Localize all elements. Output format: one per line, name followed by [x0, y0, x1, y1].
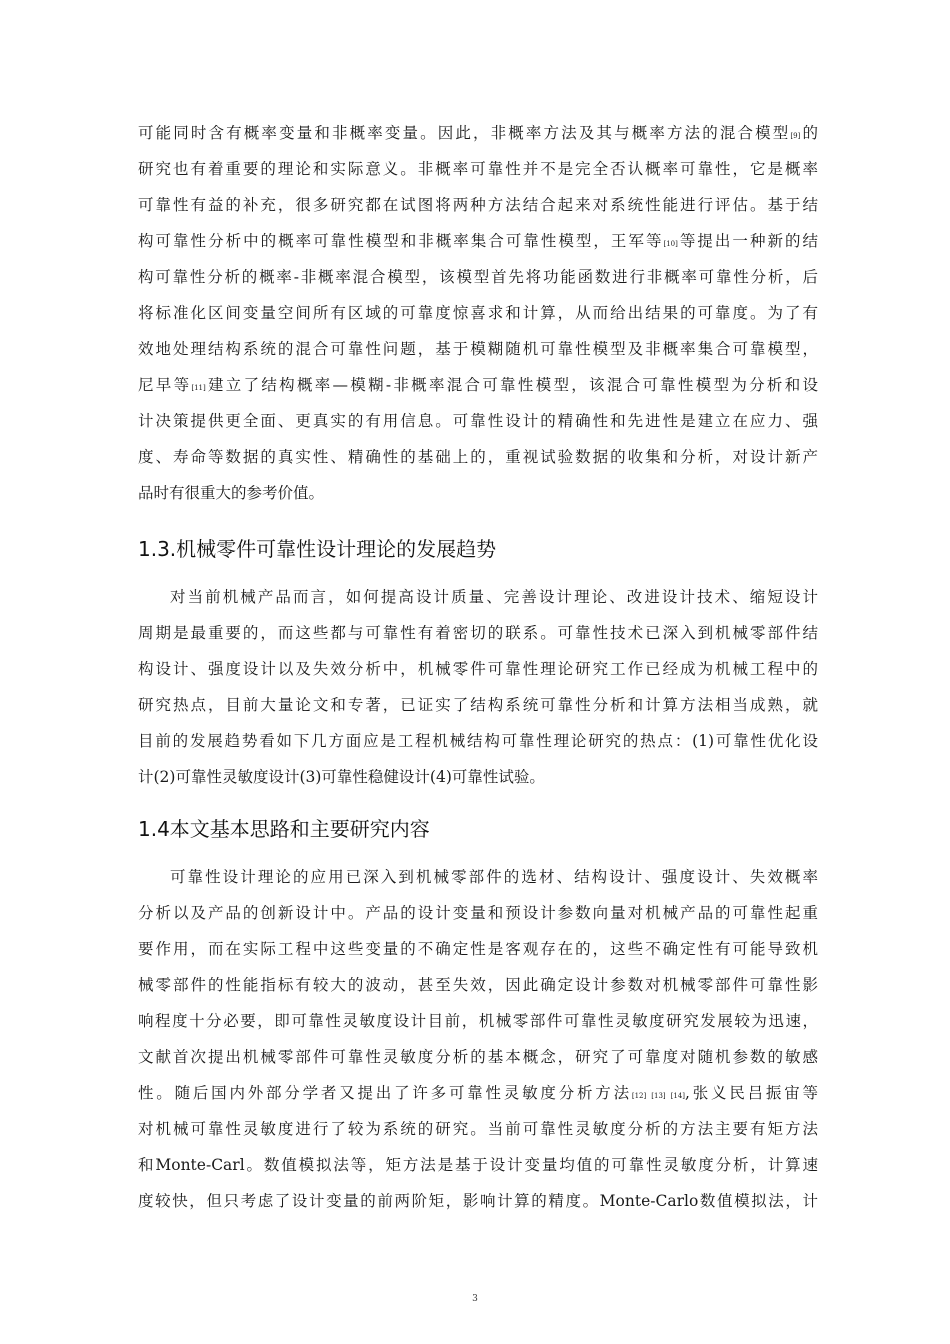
text-line: 研究也有着重要的理论和实际意义。非概率可靠性并不是完全否认概率可靠性，它是概率 — [138, 160, 818, 178]
text-line: 计决策提供更全面、更真实的有用信息。可靠性设计的精确性和先进性是建立在应力、强 — [138, 412, 818, 430]
section-heading: 1.3.机械零件可靠性设计理论的发展趋势 — [138, 537, 497, 561]
text-line: 可靠性有益的补充，很多研究都在试图将两种方法结合起来对系统性能进行评估。基于结 — [138, 196, 818, 214]
text-line: 对机械可靠性灵敏度进行了较为系统的研究。当前可靠性灵敏度分析的方法主要有矩方法 — [138, 1120, 818, 1138]
text-line: 品时有很重大的参考价值。 — [138, 484, 325, 502]
text-line: 可靠性设计理论的应用已深入到机械零部件的选材、结构设计、强度设计、失效概率 — [170, 868, 818, 886]
text-line: 构可靠性分析中的概率可靠性模型和非概率集合可靠性模型，王军等[10]等提出一种新的结 — [138, 232, 818, 250]
text-line: 对当前机械产品而言，如何提高设计质量、完善设计理论、改进设计技术、缩短设计 — [170, 588, 818, 606]
text-line: 构设计、强度设计以及失效分析中，机械零件可靠性理论研究工作已经成为机械工程中的 — [138, 660, 818, 678]
text-line: 效地处理结构系统的混合可靠性问题，基于模糊随机可靠性模型及非概率集合可靠模型， — [138, 340, 818, 358]
text-line: 周期是最重要的，而这些都与可靠性有着密切的联系。可靠性技术已深入到机械零部件结 — [138, 624, 818, 642]
text-line: 度较快，但只考虑了设计变量的前两阶矩，影响计算的精度。Monte-Carlo数值模拟法，计 — [138, 1192, 818, 1210]
text-line: 研究热点，目前大量论文和专著，已证实了结构系统可靠性分析和计算方法相当成熟，就 — [138, 696, 818, 714]
section-heading: 1.4本文基本思路和主要研究内容 — [138, 817, 430, 841]
text-line: 和Monte-Carl。数值模拟法等，矩方法是基于设计变量均值的可靠性灵敏度分析，计算速 — [138, 1156, 818, 1174]
text-line: 性。随后国内外部分学者又提出了许多可靠性灵敏度分析方法[12] [13] [14],张义民吕振宙等 — [138, 1084, 818, 1102]
text-line: 计(2)可靠性灵敏度设计(3)可靠性稳健设计(4)可靠性试验。 — [138, 768, 545, 786]
text-line: 构可靠性分析的概率-非概率混合模型，该模型首先将功能函数进行非概率可靠性分析，后 — [138, 268, 818, 286]
text-line: 要作用，而在实际工程中这些变量的不确定性是客观存在的，这些不确定性有可能导致机 — [138, 940, 818, 958]
citation-ref[interactable]: [9] — [790, 132, 801, 140]
text-line: 分析以及产品的创新设计中。产品的设计变量和预设计参数向量对机械产品的可靠性起重 — [138, 904, 818, 922]
text-line: 械零部件的性能指标有较大的波动，甚至失效，因此确定设计参数对机械零部件可靠性影 — [138, 976, 818, 994]
citation-ref[interactable]: [11] — [191, 384, 206, 392]
text-line: 文献首次提出机械零部件可靠性灵敏度分析的基本概念，研究了可靠度对随机参数的敏感 — [138, 1048, 818, 1066]
page-number: 3 — [472, 1294, 478, 1304]
text-line: 将标准化区间变量空间所有区域的可靠度惊喜求和计算，从而给出结果的可靠度。为了有 — [138, 304, 818, 322]
text-line: 目前的发展趋势看如下几方面应是工程机械结构可靠性理论研究的热点：(1)可靠性优化设 — [138, 732, 818, 750]
text-line: 度、寿命等数据的真实性、精确性的基础上的，重视试验数据的收集和分析，对设计新产 — [138, 448, 818, 466]
text-line: 可能同时含有概率变量和非概率变量。因此，非概率方法及其与概率方法的混合模型[9]的 — [138, 124, 818, 142]
text-line: 尼早等[11]建立了结构概率—模糊-非概率混合可靠性模型，该混合可靠性模型为分析和设 — [138, 376, 818, 394]
text-line: 响程度十分必要，即可靠性灵敏度设计目前，机械零部件可靠性灵敏度研究发展较为迅速， — [138, 1012, 818, 1030]
citation-ref[interactable]: [12] [13] [14] — [631, 1092, 686, 1100]
citation-ref[interactable]: [10] — [663, 240, 678, 248]
